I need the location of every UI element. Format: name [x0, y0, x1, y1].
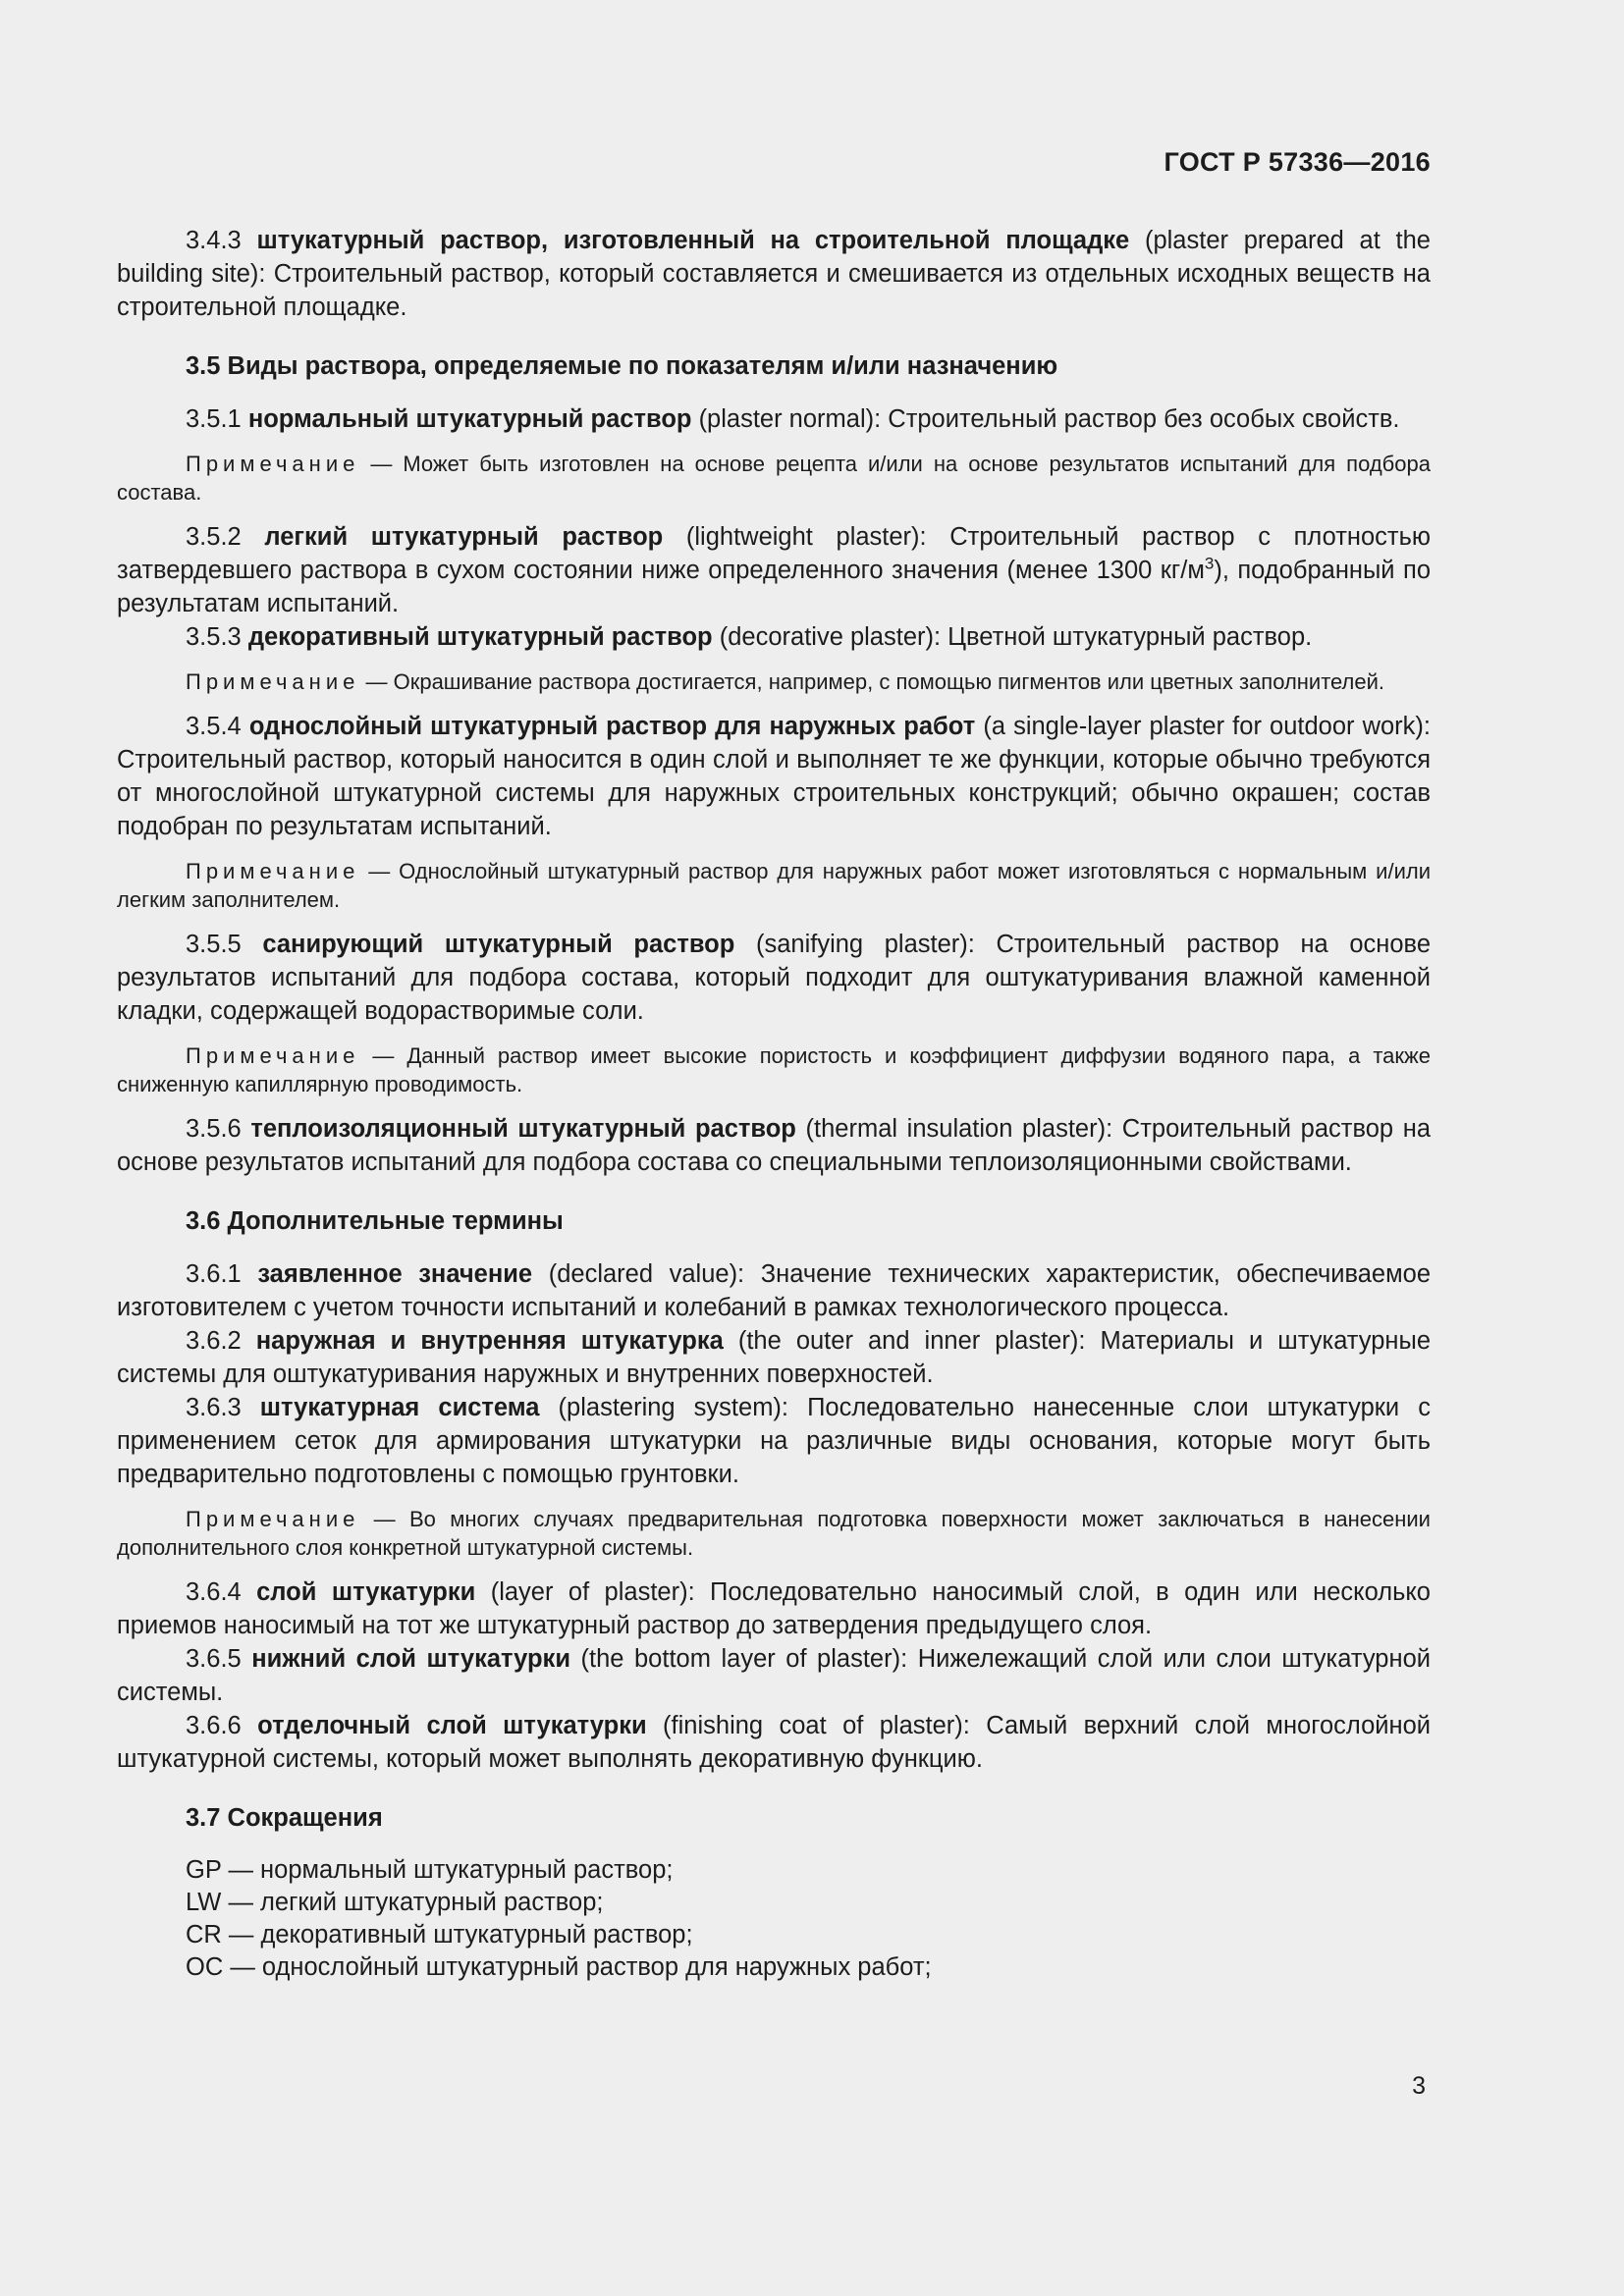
term-entry: [117, 520, 1431, 620]
term-number: 3.6.1: [186, 1260, 242, 1288]
term-definition: (the bottom layer of plaster): Нижележащий слой или слои штукатурной системы.: [117, 1645, 1431, 1706]
note: [117, 1505, 1431, 1562]
note-dash: —: [365, 669, 388, 694]
term-number: 3.5.1: [186, 405, 242, 433]
term-name: слой штукатурки: [256, 1578, 476, 1606]
term-definition: (thermal insulation plaster): Строительный раствор на основе результатов испытаний для подбора состава со специальными теплоизоляционными свойствами.: [117, 1115, 1431, 1176]
term-definition: (layer of plaster): Последовательно наносимый слой, в один или несколько приемов наносимый на тот же штукатурный раствор до затвердения предыдущего слоя.: [117, 1578, 1431, 1639]
term-entry: [117, 1257, 1431, 1324]
term-name: штукатурная система: [259, 1394, 540, 1421]
note-text: Во многих случаях предварительная подготовка поверхности может заключаться в нанесении дополнительного слоя конкретной штукатурной системы.: [117, 1507, 1431, 1560]
term-name: нормальный штукатурный раствор: [247, 405, 692, 433]
term-number: 3.5.6: [186, 1115, 242, 1143]
note-text: Окрашивание раствора достигается, например, с помощью пигментов или цветных заполнителей.: [393, 669, 1385, 694]
note-dash: —: [373, 1507, 396, 1531]
term-entry: [117, 1324, 1431, 1391]
note: [117, 450, 1431, 507]
term-definition: (plaster prepared at the building site): Строительный раствор, который составляется и смешивается из отдельных исходных веществ на строительной площадке.: [117, 227, 1431, 321]
term-entry: [117, 1112, 1431, 1179]
term-name: наружная и внутренняя штукатурка: [255, 1327, 724, 1355]
note: [117, 667, 1431, 696]
term-entry: [117, 620, 1431, 654]
term-entry: [117, 1709, 1431, 1776]
note-label: Примечание: [186, 1043, 360, 1068]
term-number: 3.6.3: [186, 1394, 242, 1421]
term-number: 3.6.4: [186, 1578, 242, 1606]
note-dash: —: [370, 452, 393, 476]
term-entry: [117, 1391, 1431, 1491]
term-number: 3.6.5: [186, 1645, 242, 1673]
note-dash: —: [368, 859, 391, 883]
section-heading: 3.5 Виды раствора, определяемые по показателям и/или назначению: [186, 352, 1058, 380]
note-text: Однослойный штукатурный раствор для наружных работ может изготовляться с нормальным и/или легким заполнителем.: [117, 859, 1431, 912]
abbreviation-item: OC — однослойный штукатурный раствор для наружных работ;: [186, 1953, 932, 1981]
term-number: 3.6.2: [186, 1327, 242, 1355]
term-number: 3.5.3: [186, 623, 242, 651]
term-definition: (decorative plaster): Цветной штукатурный раствор.: [719, 623, 1313, 651]
note-label: Примечание: [186, 1507, 360, 1531]
term-entry: [117, 928, 1431, 1028]
term-name: теплоизоляционный штукатурный раствор: [250, 1115, 796, 1143]
term-definition-end: ), подобранный по результатам испытаний.: [117, 557, 1432, 617]
term-number: 3.6.6: [186, 1712, 242, 1739]
note-text: Данный раствор имеет высокие пористость и коэффициент диффузии водяного пара, а также сниженную капиллярную проводимость.: [117, 1043, 1431, 1096]
term-number: 3.5.5: [186, 931, 242, 958]
note: [117, 1041, 1431, 1098]
note: [117, 857, 1431, 914]
term-definition: (plaster normal): Строительный раствор без особых свойств.: [698, 405, 1400, 433]
term-entry: [117, 1575, 1431, 1642]
term-name: заявленное значение: [257, 1260, 533, 1288]
term-definition: (plastering system): Последовательно нанесенные слои штукатурки с применением сеток для армирования штукатурки на различные виды основания, которые могут быть предварительно подготовлены с помощью грунтовки.: [117, 1394, 1431, 1488]
term-definition: (the outer and inner plaster): Материалы и штукатурные системы для оштукатуривания наружных и внутренних поверхностей.: [117, 1327, 1432, 1388]
document-code: ГОСТ Р 57336—2016: [1164, 147, 1431, 177]
note-label: Примечание: [186, 452, 360, 476]
abbreviation-item: LW — легкий штукатурный раствор;: [186, 1889, 604, 1916]
abbreviation-item: GP — нормальный штукатурный раствор;: [186, 1856, 674, 1884]
term-entry: [117, 224, 1431, 324]
term-entry: [117, 402, 1431, 436]
abbreviation-list: [117, 1854, 1431, 1984]
term-name: штукатурный раствор, изготовленный на строительной площадке: [256, 227, 1130, 254]
term-definition: (lightweight plaster): Строительный раствор с плотностью затвердевшего раствора в сухом состоянии ниже определенного значения (менее 1300 кг/м: [117, 523, 1431, 584]
document-body: [117, 224, 1431, 1984]
page-number: 3: [1412, 2072, 1426, 2100]
note-label: Примечание: [186, 859, 360, 883]
term-number: 3.5.4: [186, 713, 242, 740]
term-number: 3.5.2: [186, 523, 242, 551]
term-definition: (declared value): Значение технических характеристик, обеспечиваемое изготовителем с учетом точности испытаний и колебаний в рамках технологического процесса.: [117, 1260, 1432, 1321]
note-text: Может быть изготовлен на основе рецепта и/или на основе результатов испытаний для подбора состава.: [117, 452, 1431, 505]
term-entry: [117, 710, 1431, 843]
term-definition: (sanifying plaster): Строительный раствор на основе результатов испытаний для подбора состава, который подходит для оштукатуривания влажной каменной кладки, содержащей водорастворимые соли.: [117, 931, 1431, 1025]
term-entry: [117, 1642, 1431, 1709]
term-name: санирующий штукатурный раствор: [262, 931, 735, 958]
abbreviation-item: CR — декоративный штукатурный раствор;: [186, 1921, 693, 1949]
term-name: легкий штукатурный раствор: [264, 523, 664, 551]
term-definition: (finishing coat of plaster): Самый верхний слой многослойной штукатурной системы, который может выполнять декоративную функцию.: [117, 1712, 1432, 1773]
term-definition: (a single-layer plaster for outdoor work): Строительный раствор, который наносится в один слой и выполняет те же функции, которые обычно требуются от многослойной штукатурной системы для наружных строительных конструкций; обычно окрашен; состав подобран по результатам испытаний.: [117, 713, 1431, 840]
note-label: Примечание: [186, 669, 360, 694]
section-heading: 3.6 Дополнительные термины: [186, 1207, 564, 1235]
term-name: однослойный штукатурный раствор для наружных работ: [248, 713, 976, 740]
section-heading: 3.7 Сокращения: [186, 1804, 383, 1832]
term-name: нижний слой штукатурки: [251, 1645, 570, 1673]
term-number: 3.4.3: [186, 227, 242, 254]
term-name: отделочный слой штукатурки: [257, 1712, 647, 1739]
term-name: декоративный штукатурный раствор: [247, 623, 713, 651]
superscript: 3: [1204, 554, 1215, 573]
note-dash: —: [372, 1043, 395, 1068]
